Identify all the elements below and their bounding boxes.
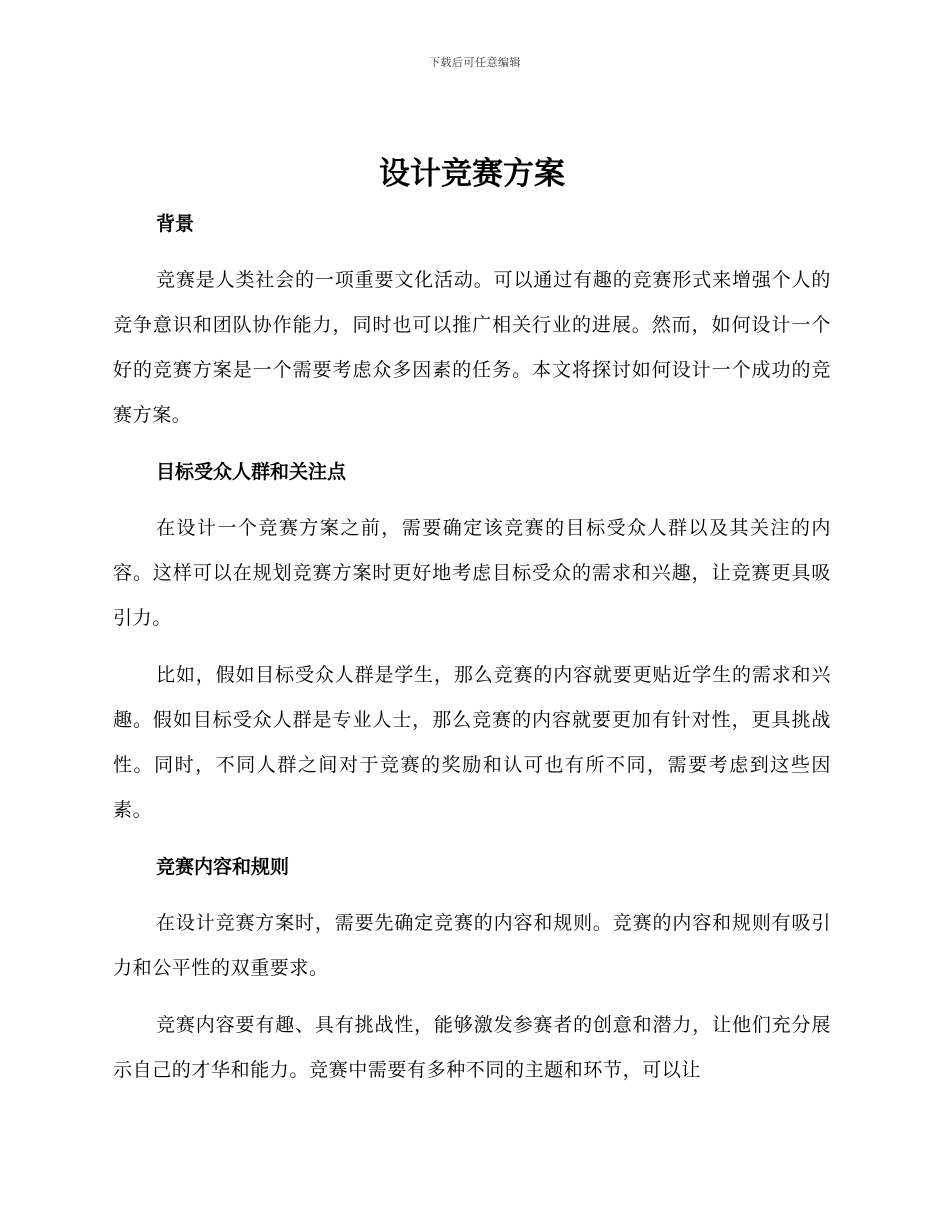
section-audience [113,458,831,833]
section-heading: 竞赛内容和规则 [156,856,290,878]
paragraph: 竞赛是人类社会的一项重要文化活动。可以通过有趣的竞赛形式来增强个人的竞争意识和团队协作能力，同时也可以推广相关行业的进展。然而，如何设计一个好的竞赛方案是一个需要考虑众多因素的任务。本文将探讨如何设计一个成功的竞赛方案。 [113,269,831,426]
paragraph: 在设计一个竞赛方案之前，需要确定该竞赛的目标受众人群以及其关注的内容。这样可以在规划竞赛方案时更好地考虑目标受众的需求和兴趣，让竞赛更具吸引力。 [113,517,831,629]
section-heading: 背景 [156,213,195,235]
header-note: 下载后可任意编辑 [429,56,521,69]
section-heading: 目标受众人群和关注点 [156,461,347,483]
document-title: 设计竞赛方案 [379,156,565,192]
section-content-rules [113,853,831,1093]
paragraph: 比如，假如目标受众人群是学生，那么竞赛的内容就要更贴近学生的需求和兴趣。假如目标受众人群是专业人士，那么竞赛的内容就要更加有针对性，更具挑战性。同时，不同人群之间对于竞赛的奖励和认可也有所不同，需要考虑到这些因素。 [113,664,831,821]
paragraph: 在设计竞赛方案时，需要先确定竞赛的内容和规则。竞赛的内容和规则有吸引力和公平性的双重要求。 [113,912,831,979]
paragraph: 竞赛内容要有趣、具有挑战性，能够激发参赛者的创意和潜力，让他们充分展示自己的才华和能力。竞赛中需要有多种不同的主题和环节，可以让 [113,1014,831,1081]
document-body [113,148,831,1093]
section-background [113,210,831,438]
